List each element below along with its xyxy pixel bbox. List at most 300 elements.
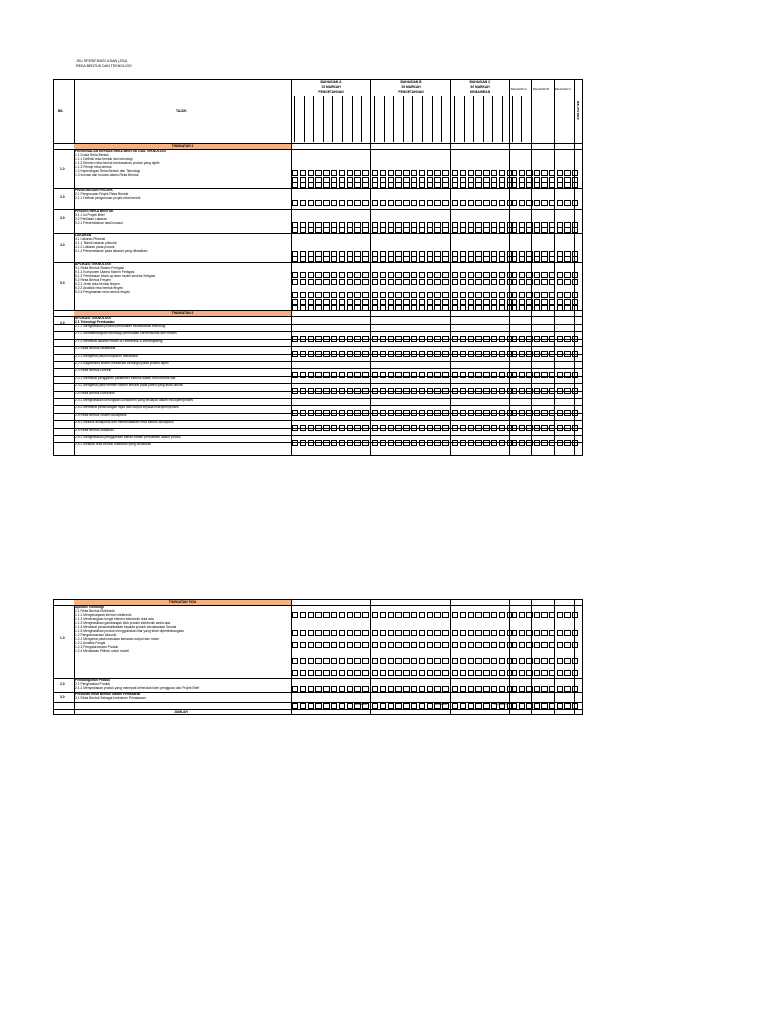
grid-cell (519, 279, 525, 285)
grid-cell (549, 292, 555, 298)
grid-cell (372, 351, 378, 357)
grid-cell (541, 612, 547, 618)
t2-row-label: 2.6.2 Melakar reka bentuk makanan yang dihasilkan (75, 442, 152, 447)
grid-cell (427, 658, 433, 664)
grid-cell (354, 351, 360, 357)
grid-cell (292, 279, 298, 285)
grid-cell (526, 351, 532, 357)
grid-cell (292, 372, 298, 378)
grid-cell (534, 630, 540, 636)
grid-cell (519, 612, 525, 618)
grid-cell (526, 372, 532, 378)
topic-1-line: 1.2 Kepentingan Reka Bentuk dan Teknologi (75, 169, 141, 173)
grid-cell (483, 670, 489, 676)
grid-cell (300, 372, 306, 378)
grid-cell (499, 272, 505, 278)
grid-cell (331, 372, 337, 378)
grid-cell (549, 425, 555, 431)
grid-cell (468, 227, 474, 233)
grid-cell (300, 305, 306, 311)
grid-cell (419, 703, 425, 709)
topic-1-line: 1.1.3 Prinsip reka bentuk (75, 165, 112, 169)
grid-cell (491, 305, 497, 311)
grid-cell (526, 630, 532, 636)
t2-row-label: 2.1.1 Menghasilkan produk pembuatan berdasarkan teknologi (75, 324, 166, 328)
grid-cell (354, 170, 360, 176)
grid-cell (395, 299, 401, 305)
grid-cell (442, 425, 448, 431)
grid-cell (549, 630, 555, 636)
grid-cell (411, 292, 417, 298)
row-divider (54, 383, 582, 384)
row-divider (54, 405, 582, 406)
grid-cell (549, 658, 555, 664)
grid-cell (380, 256, 386, 262)
grid-cell (475, 227, 481, 233)
grid-cell (572, 670, 578, 676)
grid-cell (354, 336, 360, 342)
t3-topic-1-title: Aplikasi Teknologi (75, 605, 104, 609)
grid-cell (362, 425, 368, 431)
grid-cell (452, 642, 458, 648)
grid-cell (434, 440, 440, 446)
grid-cell (395, 440, 401, 446)
grid-cell (403, 279, 409, 285)
right-head-a: BAHAGIAN A (511, 88, 527, 91)
grid-cell (460, 440, 466, 446)
grid-cell (347, 658, 353, 664)
topic-5-line: 5.1.2 Pembinaan Mock-up atau model struktur fertigasi (75, 274, 156, 278)
grid-cell (511, 200, 517, 206)
grid-cell (419, 292, 425, 298)
grid-cell (557, 410, 563, 416)
grid-cell (564, 279, 570, 285)
grid-cell (419, 200, 425, 206)
grid-cell (557, 642, 563, 648)
grid-cell (491, 351, 497, 357)
grid-cell (468, 410, 474, 416)
grid-cell (395, 227, 401, 233)
grid-cell (468, 372, 474, 378)
section-c-kind: KEMAHIRAN (469, 90, 491, 94)
grid-cell (380, 425, 386, 431)
grid-cell (452, 630, 458, 636)
grid-cell (452, 372, 458, 378)
grid-cell (460, 658, 466, 664)
grid-cell (526, 670, 532, 676)
grid-cell (427, 170, 433, 176)
grid-cell (362, 272, 368, 278)
tingkatan-3-label: TINGKATAN TIGA (168, 599, 197, 604)
grid-cell (347, 670, 353, 676)
grid-cell (403, 670, 409, 676)
topic-3-line: 3.2.1 Persembahan hasil inovasi (75, 221, 123, 225)
grid-cell (572, 642, 578, 648)
topic-1-line: 1.1.2 Elemen reka bentuk berdasarkan produk yang diplih (75, 161, 160, 165)
grid-cell (434, 670, 440, 676)
grid-cell (564, 388, 570, 394)
grid-cell (362, 305, 368, 311)
grid-cell (460, 200, 466, 206)
grid-cell (564, 425, 570, 431)
grid-cell (380, 182, 386, 188)
grid-cell (557, 272, 563, 278)
grid-cell (549, 299, 555, 305)
grid-cell (300, 256, 306, 262)
grid-cell (572, 305, 578, 311)
grid-cell (308, 440, 314, 446)
grid-cell (354, 182, 360, 188)
grid-cell (549, 686, 555, 692)
grid-cell (572, 351, 578, 357)
grid-cell (308, 670, 314, 676)
grid-cell (434, 182, 440, 188)
grid-cell (388, 425, 394, 431)
grid-cell (292, 200, 298, 206)
grid-cell (549, 200, 555, 206)
grid-cell (362, 227, 368, 233)
grid-cell (380, 200, 386, 206)
grid-cell (526, 182, 532, 188)
grid-cell (403, 612, 409, 618)
grid-cell (388, 612, 394, 618)
grid-cell (541, 670, 547, 676)
grid-cell (308, 279, 314, 285)
grid-cell (372, 642, 378, 648)
grid-cell (519, 703, 525, 709)
grid-cell (511, 299, 517, 305)
grid-cell (541, 372, 547, 378)
grid-cell (491, 299, 497, 305)
grid-cell (564, 227, 570, 233)
grid-cell (442, 658, 448, 664)
topic-4-line: 4.1.3 Persembahan pada lakaran yang dihasilkan (75, 249, 148, 253)
grid-cell (427, 670, 433, 676)
grid-cell (372, 272, 378, 278)
grid-cell (308, 703, 314, 709)
grid-cell (519, 299, 525, 305)
grid-cell (323, 182, 329, 188)
grid-cell (323, 170, 329, 176)
grid-cell (331, 305, 337, 311)
grid-cell (411, 256, 417, 262)
grid-cell (347, 686, 353, 692)
grid-cell (300, 292, 306, 298)
grid-cell (491, 256, 497, 262)
grid-cell (372, 305, 378, 311)
grid-cell (564, 272, 570, 278)
grid-cell (442, 410, 448, 416)
grid-cell (511, 256, 517, 262)
grid-cell (475, 256, 481, 262)
grid-cell (427, 299, 433, 305)
grid-cell (572, 279, 578, 285)
grid-cell (519, 292, 525, 298)
grid-cell (419, 305, 425, 311)
grid-cell (534, 670, 540, 676)
grid-cell (347, 630, 353, 636)
grid-cell (475, 388, 481, 394)
grid-cell (323, 299, 329, 305)
grid-cell (526, 227, 532, 233)
grid-cell (292, 227, 298, 233)
grid-cell (572, 612, 578, 618)
grid-cell (475, 440, 481, 446)
grid-cell (380, 440, 386, 446)
grid-cell (339, 372, 345, 378)
grid-cell (468, 642, 474, 648)
grid-cell (499, 336, 505, 342)
t2-number: 2.0 (60, 321, 65, 325)
grid-cell (395, 256, 401, 262)
t3-topic-1-line: 1.2.2 Analisis Fungsi (75, 641, 106, 645)
grid-cell (308, 305, 314, 311)
grid-cell (419, 182, 425, 188)
grid-cell (300, 227, 306, 233)
t3-topic-1-line: 1.2 Pengaturcaraan Aksonik (75, 633, 117, 637)
grid-cell (403, 351, 409, 357)
grid-cell (499, 170, 505, 176)
grid-cell (475, 351, 481, 357)
grid-cell (427, 372, 433, 378)
t3-topic-1-line: 1.1.5 Menghasilkan produk menggunakan litar yang telah dipertimbangkan (75, 629, 185, 633)
grid-cell (511, 686, 517, 692)
grid-cell (380, 299, 386, 305)
grid-cell (468, 299, 474, 305)
grid-cell (331, 612, 337, 618)
section-b-marks: 35 MARKAH (401, 85, 421, 89)
grid-cell (519, 272, 525, 278)
grid-cell (534, 372, 540, 378)
grid-cell (331, 670, 337, 676)
grid-cell (362, 630, 368, 636)
grid-cell (339, 305, 345, 311)
grid-cell (315, 170, 321, 176)
grid-cell (419, 227, 425, 233)
grid-cell (372, 372, 378, 378)
grid-cell (411, 440, 417, 446)
grid-cell (362, 686, 368, 692)
section-a-marks: 15 MARKAH (321, 85, 341, 89)
grid-cell (475, 425, 481, 431)
grid-cell (519, 410, 525, 416)
subcol-divider (304, 96, 305, 142)
grid-cell (372, 425, 378, 431)
grid-cell (442, 630, 448, 636)
grid-cell (442, 612, 448, 618)
grid-cell (380, 336, 386, 342)
grid-cell (308, 372, 314, 378)
grid-cell (557, 440, 563, 446)
grid-cell (434, 703, 440, 709)
grid-cell (475, 170, 481, 176)
grid-cell (427, 410, 433, 416)
grid-cell (308, 388, 314, 394)
grid-cell (403, 630, 409, 636)
grid-cell (339, 686, 345, 692)
grid-cell (452, 182, 458, 188)
grid-cell (395, 410, 401, 416)
topic-5-line: 5.2 Reka Bentuk Fesyen (75, 278, 112, 282)
t2-title: APLIKASI TEKNOLOGI (75, 316, 111, 320)
grid-cell (452, 410, 458, 416)
grid-cell (323, 703, 329, 709)
t2-row-label: 2.2.2 Bagaimana sistem mekanikal berfungsi pada produk diplih (75, 361, 169, 365)
grid-cell (372, 440, 378, 446)
grid-cell (331, 658, 337, 664)
grid-cell (411, 410, 417, 416)
grid-cell (339, 256, 345, 262)
grid-cell (511, 612, 517, 618)
grid-cell (403, 440, 409, 446)
grid-cell (388, 200, 394, 206)
grid-cell (300, 658, 306, 664)
grid-cell (411, 200, 417, 206)
grid-cell (419, 299, 425, 305)
t3-topic-2-title: Pembangunan Produk (75, 678, 110, 682)
grid-cell (549, 336, 555, 342)
grid-cell (483, 351, 489, 357)
grid-cell (526, 612, 532, 618)
grid-cell (572, 170, 578, 176)
grid-cell (331, 703, 337, 709)
subcol-divider (483, 96, 484, 142)
grid-cell (300, 182, 306, 188)
grid-cell (292, 612, 298, 618)
grid-cell (372, 612, 378, 618)
grid-cell (564, 292, 570, 298)
grid-cell (354, 642, 360, 648)
grid-cell (388, 351, 394, 357)
grid-cell (468, 200, 474, 206)
grid-cell (434, 279, 440, 285)
grid-cell (323, 351, 329, 357)
grid-cell (460, 642, 466, 648)
grid-cell (323, 200, 329, 206)
grid-cell (460, 670, 466, 676)
grid-cell (468, 630, 474, 636)
grid-cell (442, 256, 448, 262)
t2-row-label: 2.2.1 Mengenal pasti komponen mekanikal (75, 353, 138, 358)
subcol-divider (384, 96, 385, 142)
grid-cell (292, 670, 298, 676)
grid-cell (460, 612, 466, 618)
grid-cell (452, 612, 458, 618)
grid-cell (434, 272, 440, 278)
grid-cell (452, 299, 458, 305)
grid-cell (323, 642, 329, 648)
grid-cell (380, 658, 386, 664)
foot-jumlah-a: JUMLAH (354, 702, 368, 706)
grid-cell (460, 170, 466, 176)
grid-cell (572, 658, 578, 664)
grid-cell (541, 299, 547, 305)
grid-cell (323, 440, 329, 446)
grid-cell (499, 305, 505, 311)
grid-cell (380, 388, 386, 394)
grid-cell (308, 642, 314, 648)
grid-cell (354, 299, 360, 305)
grid-cell (511, 272, 517, 278)
grid-cell (483, 227, 489, 233)
grid-cell (557, 630, 563, 636)
grid-cell (519, 200, 525, 206)
grid-cell (541, 703, 547, 709)
grid-cell (362, 612, 368, 618)
grid-cell (331, 425, 337, 431)
topic-4-number: 4.0 (60, 243, 65, 247)
grid-cell (315, 703, 321, 709)
grid-cell (403, 256, 409, 262)
grid-cell (411, 658, 417, 664)
grid-cell (541, 305, 547, 311)
grid-cell (452, 272, 458, 278)
grid-cell (323, 305, 329, 311)
grid-cell (372, 658, 378, 664)
grid-cell (411, 351, 417, 357)
right-head-c: BAHAGIAN C (555, 88, 571, 91)
grid-cell (427, 612, 433, 618)
grid-cell (339, 670, 345, 676)
grid-cell (526, 440, 532, 446)
t2-row-label: 2.5.1 Melukis akuaponik dan memanfaatkan reka bentuk akuaponik (75, 420, 174, 425)
grid-cell (468, 182, 474, 188)
grid-cell (411, 670, 417, 676)
grid-cell (534, 272, 540, 278)
grid-cell (434, 630, 440, 636)
grid-cell (315, 372, 321, 378)
grid-cell (427, 272, 433, 278)
grid-cell (403, 292, 409, 298)
grid-cell (354, 200, 360, 206)
topic-2-title: PENGURUSAN PROJEK (75, 188, 113, 192)
subcol-divider (473, 96, 474, 142)
grid-cell (388, 272, 394, 278)
grid-cell (427, 227, 433, 233)
grid-cell (354, 630, 360, 636)
table-1 (53, 79, 583, 456)
grid-cell (427, 200, 433, 206)
topic-3-number: 3.0 (60, 216, 65, 220)
subcol-divider (393, 96, 394, 142)
grid-cell (323, 279, 329, 285)
grid-cell (549, 182, 555, 188)
grid-cell (354, 279, 360, 285)
subcol-divider (294, 96, 295, 142)
grid-cell (395, 612, 401, 618)
grid-cell (354, 305, 360, 311)
grid-cell (331, 279, 337, 285)
grid-cell (491, 686, 497, 692)
grid-cell (549, 410, 555, 416)
grid-cell (534, 410, 540, 416)
grid-cell (519, 425, 525, 431)
grid-cell (300, 440, 306, 446)
grid-cell (564, 182, 570, 188)
grid-cell (442, 670, 448, 676)
subcol-divider (352, 96, 353, 142)
grid-cell (452, 227, 458, 233)
grid-cell (442, 372, 448, 378)
right-head-b: BAHAGIAN B (533, 88, 549, 91)
grid-cell (491, 279, 497, 285)
grid-cell (519, 372, 525, 378)
grid-cell (475, 630, 481, 636)
grid-cell (519, 305, 525, 311)
grid-cell (395, 351, 401, 357)
grid-cell (572, 410, 578, 416)
grid-cell (549, 703, 555, 709)
